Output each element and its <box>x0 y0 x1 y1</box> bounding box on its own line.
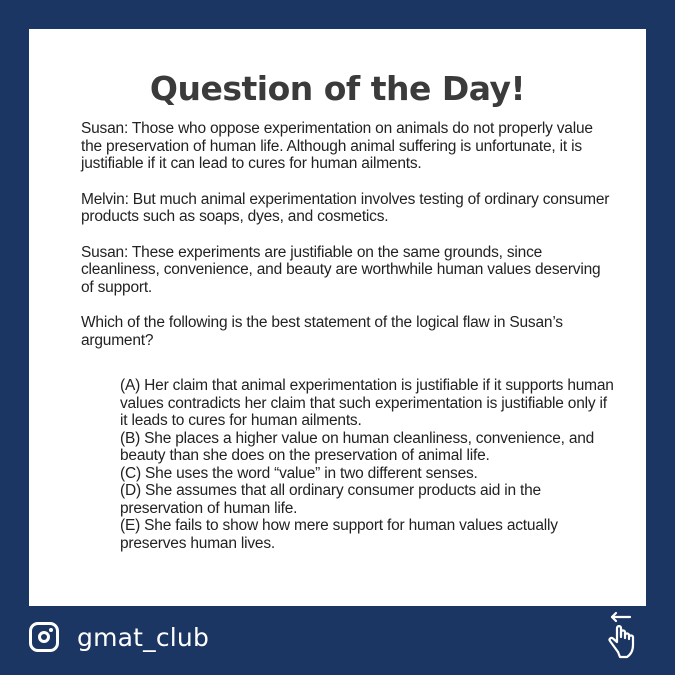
option-a: (A) Her claim that animal experimentation is justifiable if it supports human values contradicts her claim that such experimentation is justifiable only if it leads to cures for human ailments. <box>120 377 614 429</box>
footer-handle[interactable] <box>29 622 209 652</box>
question-card <box>29 29 646 606</box>
option-b: (B) She places a higher value on human cleanliness, convenience, and beauty than she does on the preservation of animal life. <box>120 429 595 464</box>
answer-options <box>81 377 616 552</box>
paragraph-susan-2: Susan: These experiments are justifiable on the same grounds, since cleanliness, convenience, and beauty are worthwhile human values deserving of support. <box>81 243 601 296</box>
paragraph-susan-1: Susan: Those who oppose experimentation on animals do not properly value the preservation of human life. Although animal suffering is unfortunate, it is justifiable if it can lead to cures for human ailments. <box>81 120 593 172</box>
instagram-handle[interactable]: gmat_club <box>77 622 210 652</box>
swipe-hand-icon <box>600 608 648 664</box>
paragraph-melvin: Melvin: But much animal experimentation involves testing of ordinary consumer products such as soaps, dyes, and cosmetics. <box>81 190 610 225</box>
instagram-icon <box>29 622 59 652</box>
option-d: (D) She assumes that all ordinary consumer products aid in the preservation of human life. <box>120 482 541 517</box>
option-e: (E) She fails to show how mere support for human values actually preserves human lives. <box>120 517 558 552</box>
page-title: Question of the Day! <box>149 69 526 108</box>
option-c: (C) She uses the word “value” in two different senses. <box>120 464 478 482</box>
question-prompt: Which of the following is the best statement of the logical flaw in Susan’s argument? <box>81 314 563 349</box>
